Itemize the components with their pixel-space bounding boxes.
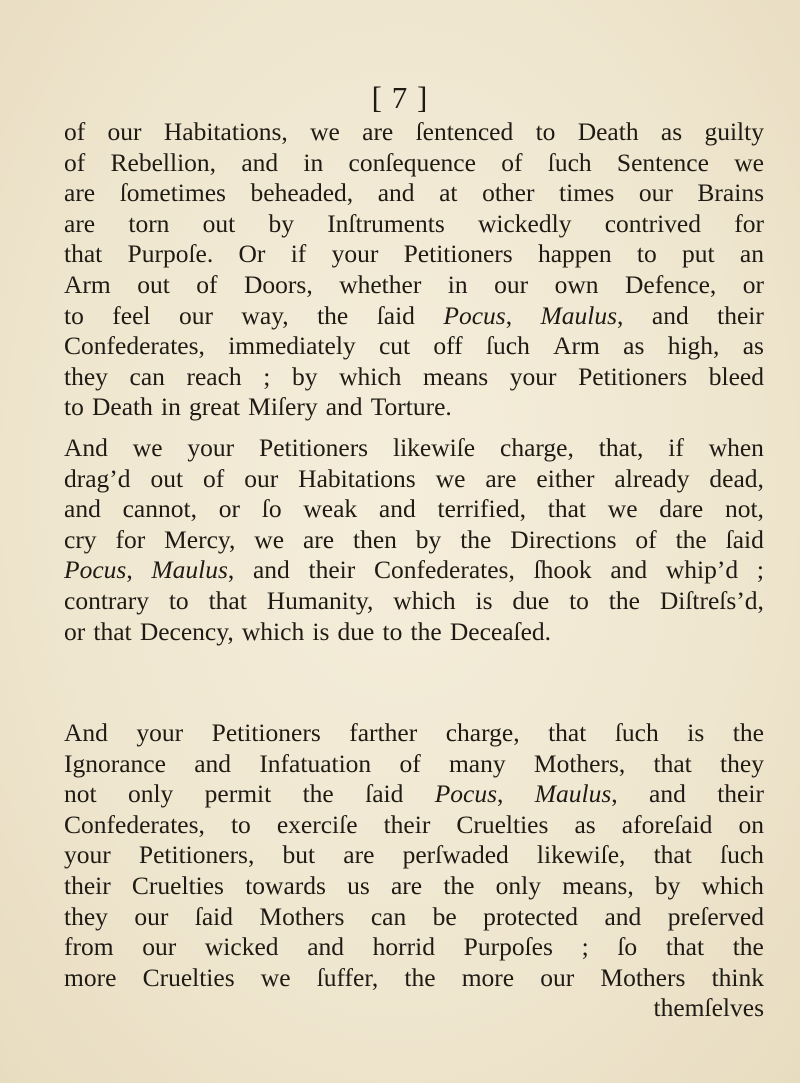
text-line: to feel our way, the ſaid Pocus, Maulus, and their — [64, 300, 764, 330]
text-line: cry for Mercy, we are then by the Directions of the ſaid — [64, 524, 764, 554]
text-line: they can reach ; by which means your Petitioners bleed — [64, 361, 764, 391]
text-line: And we your Petitioners likewiſe charge, that, if when — [64, 433, 764, 462]
text-line: are ſometimes beheaded, and at other times our Brains — [64, 178, 764, 208]
text-line: from our wicked and horrid Purpoſes ; ſo that the — [64, 932, 764, 962]
text-line: more Cruelties we ſuffer, the more our Mothers think — [64, 962, 764, 992]
text-line: are torn out by Inſtruments wickedly contrived for — [64, 208, 764, 238]
text-line: drag’d out of our Habitations we are either already dead, — [64, 463, 764, 493]
paragraph-1 — [64, 117, 764, 423]
text-line: of our Habitations, we are ſentenced to Death as guilty — [64, 117, 764, 146]
text-line: Confederates, immediately cut off ſuch Arm as high, as — [64, 331, 764, 361]
text-line: contrary to that Humanity, which is due to the Diſtreſs’d, — [64, 585, 764, 615]
text-line: Confederates, to exerciſe their Cruelties as aforeſaid on — [64, 809, 764, 839]
text-line: their Cruelties towards us are the only means, by which — [64, 870, 764, 900]
text-line: and cannot, or ſo weak and terrified, that we dare not, — [64, 494, 764, 524]
text-line: Pocus, Maulus, and their Confederates, ſhook and whip’d ; — [64, 555, 764, 585]
text-line: or that Decency, which is due to the Deceaſed. — [64, 616, 552, 646]
text-line: not only permit the ſaid Pocus, Maulus, and their — [64, 779, 764, 809]
text-line: themſelves — [653, 993, 764, 1023]
paragraph-3 — [64, 718, 764, 1024]
text-line: to Death in great Miſery and Torture. — [64, 392, 452, 422]
paragraph-2 — [64, 433, 764, 647]
text-line: of Rebellion, and in conſequence of ſuch Sentence we — [64, 147, 764, 177]
text-line: your Petitioners, but are perſwaded likewiſe, that ſuch — [64, 840, 764, 870]
text-line: they our ſaid Mothers can be protected and preſerved — [64, 901, 764, 931]
text-line: Ignorance and Infatuation of many Mothers, that they — [64, 748, 764, 778]
text-line: Arm out of Doors, whether in our own Defence, or — [64, 269, 764, 299]
page-number: [ 7 ] — [371, 80, 429, 115]
text-line: that Purpoſe. Or if your Petitioners happen to put an — [64, 239, 764, 269]
text-line: And your Petitioners farther charge, that ſuch is the — [64, 718, 764, 747]
